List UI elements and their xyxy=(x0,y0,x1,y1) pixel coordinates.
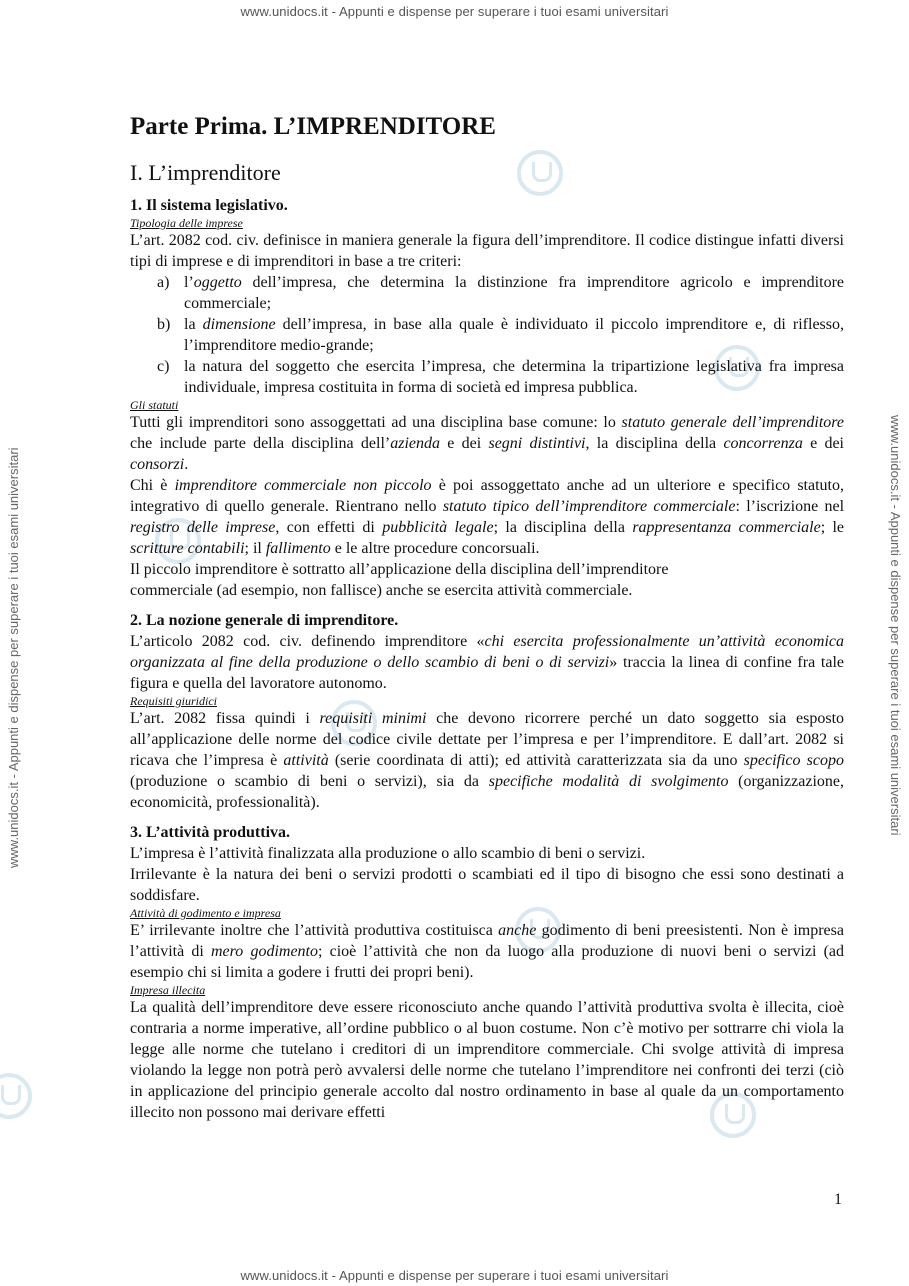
paragraph: L’art. 2082 fissa quindi i requisiti minimi che devono ricorrere perché un dato soggetto sia esposto all’applicazione delle norme del codice civile dettate per l’impresa e per l’imprenditore. E dall’art. 2082 si ricava che l’impresa è attività (serie coordinata di atti); ed attività caratterizzata sia da uno specifico scopo (produzione o scambio di beni o servizi), sia da specifiche modalità di svolgimento (organizzazione, economicità, professionalità). xyxy=(130,710,845,811)
paragraph: Il piccolo imprenditore è sottratto all’applicazione della disciplina dell’imprenditore commerciale (ad esempio, non fallisce) anche se esercita attività commerciale. xyxy=(130,561,669,599)
list-item: b) la dimensione dell’impresa, in base alla quale è individuato il piccolo imprenditore e, di riflesso, l’imprenditore medio-grande; xyxy=(157,316,845,354)
criteria-list xyxy=(130,272,844,398)
paragraph: L’impresa è l’attività finalizzata alla produzione o allo scambio di beni o servizi. xyxy=(130,845,646,862)
paragraph: Tutti gli imprenditori sono assoggettati ad una disciplina base comune: lo statuto generale dell’imprenditore che include parte della disciplina dell’azienda e dei segni distintivi, la disciplina della concorrenza e dei consorzi. xyxy=(130,414,845,473)
page-number: 1 xyxy=(834,1191,842,1208)
list-item: c) la natura del soggetto che esercita l’impresa, che determina la tripartizione legislativa fra impresa individuale, impresa costituita in forma di società ed impresa pubblica. xyxy=(157,358,844,396)
subheading: Gli statuti xyxy=(130,398,179,412)
subheading: Impresa illecita xyxy=(130,983,206,997)
paragraph: E’ irrilevante inoltre che l’attività produttiva costituisca anche godimento di beni preesistenti. Non è impresa l’attività di mero godimento; cioè l’attività che non da luogo alla produzione di nuovi beni o servizi (ad esempio chi si limita a godere i frutti dei propri beni). xyxy=(130,922,845,981)
list-marker: c) xyxy=(157,358,170,375)
list-item: a) l’oggetto dell’impresa, che determina la distinzione fra imprenditore agricolo e imprenditore commerciale; xyxy=(157,274,844,312)
paragraph: L’articolo 2082 cod. civ. definendo imprenditore «chi esercita professionalmente un’attività economica organizzata al fine della produzione o dello scambio di beni o di servizi» traccia la linea di confine fra tale figura e quella del lavoratore autonomo. xyxy=(130,633,845,692)
part-title: Parte Prima. L’IMPRENDITORE xyxy=(130,113,496,140)
list-marker: a) xyxy=(157,274,170,291)
section-heading: 1. Il sistema legislativo. xyxy=(130,197,288,214)
header-banner: www.unidocs.it - Appunti e dispense per superare i tuoi esami universitari xyxy=(240,4,669,19)
footer-banner: www.unidocs.it - Appunti e dispense per superare i tuoi esami universitari xyxy=(240,1268,669,1283)
watermark-logo-icon xyxy=(0,1073,32,1119)
document-page xyxy=(130,108,844,1123)
section-heading: 3. L’attività produttiva. xyxy=(130,824,291,841)
subheading: Attività di godimento e impresa xyxy=(130,906,281,920)
chapter-title: I. L’imprenditore xyxy=(130,160,281,185)
paragraph: Irrilevante è la natura dei beni o servizi prodotti o scambiati ed il tipo di bisogno che essi sono destinati a soddisfare. xyxy=(130,866,844,904)
list-marker: b) xyxy=(157,316,171,333)
paragraph: La qualità dell’imprenditore deve essere riconosciuto anche quando l’attività produttiva svolta è illecita, cioè contraria a norme imperative, all’ordine pubblico o al buon costume. Non c’è motivo per sottrarre chi viola la legge alle norme che tutelano i creditori di un imprenditore commerciale. Chi svolge attività di impresa violando la legge non potrà però avvalersi delle norme che tutelano l’imprenditore nei confronti dei terzi (ciò in applicazione del principio generale accolto dal nostro ordinamento in base al quale da un comportamento illecito non possono mai derivare effetti xyxy=(130,999,844,1121)
subheading: Requisiti giuridici xyxy=(130,694,217,708)
left-side-watermark: www.unidocs.it - Appunti e dispense per superare i tuoi esami universitari xyxy=(6,447,21,868)
paragraph: Chi è imprenditore commerciale non piccolo è poi assoggettato anche ad un ulteriore e specifico statuto, integrativo di quello generale. Rientrano nello statuto tipico dell’imprenditore commerciale: l’iscrizione nel registro delle imprese, con effetti di pubblicità legale; la disciplina della rappresentanza commerciale; le scritture contabili; il fallimento e le altre procedure concorsuali. xyxy=(130,477,845,557)
paragraph: L’art. 2082 cod. civ. definisce in maniera generale la figura dell’imprenditore. Il codice distingue infatti diversi tipi di imprese e di imprenditori in base a tre criteri: xyxy=(130,232,844,270)
section-heading: 2. La nozione generale di imprenditore. xyxy=(130,612,399,629)
subheading: Tipologia delle imprese xyxy=(130,216,243,230)
right-side-watermark: www.unidocs.it - Appunti e dispense per superare i tuoi esami universitari xyxy=(888,415,903,836)
